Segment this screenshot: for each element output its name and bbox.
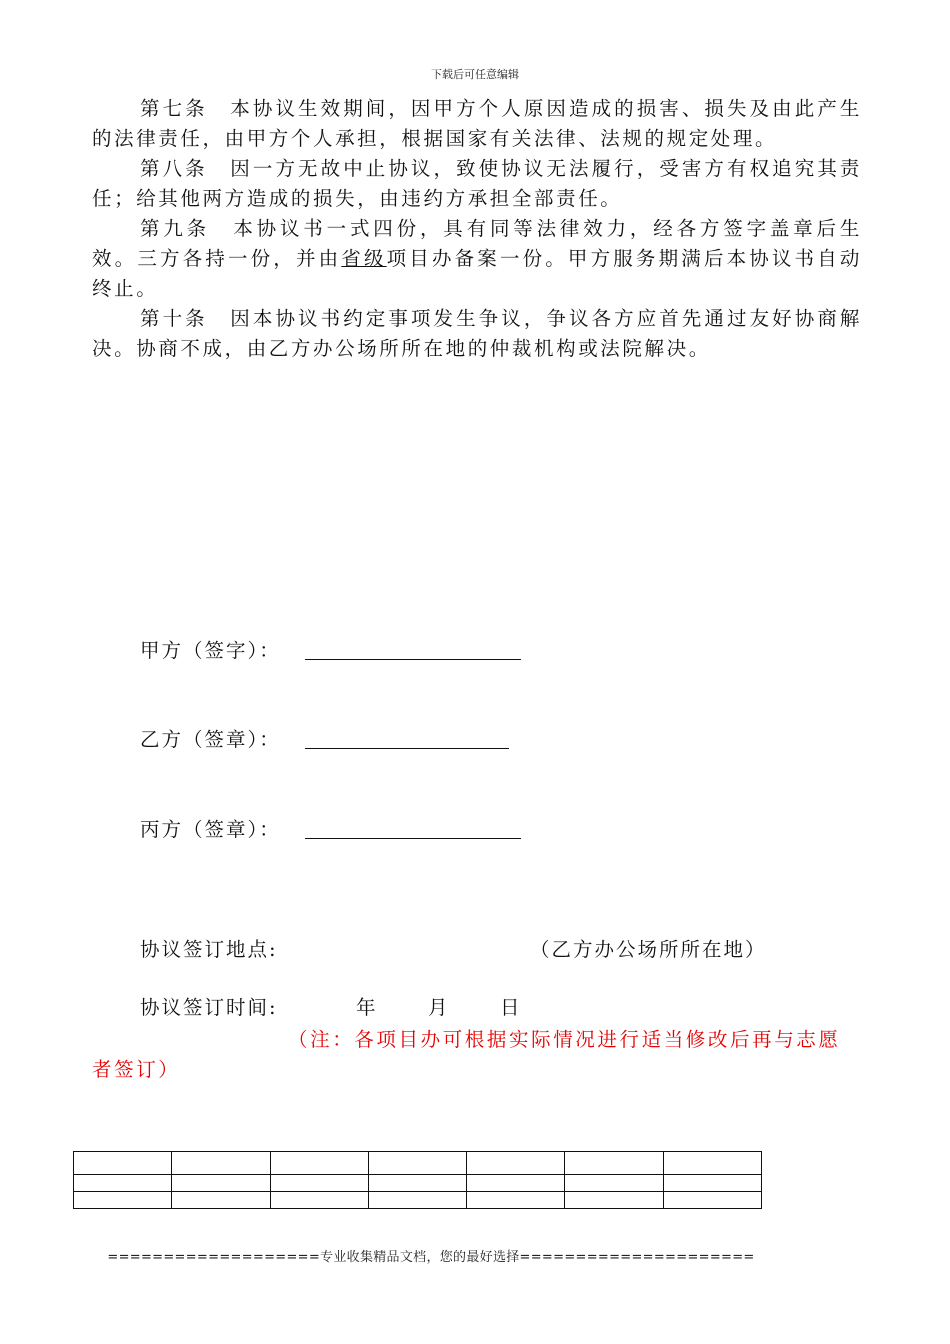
- date-day: 日: [500, 996, 520, 1019]
- party-b-signature-label: 乙方（签章）：: [140, 728, 281, 751]
- empty-grid-table: [73, 1151, 762, 1209]
- signing-date-label: 协议签订时间:: [140, 996, 278, 1019]
- table-cell: [368, 1175, 466, 1192]
- table-cell: [467, 1152, 565, 1175]
- table-cell: [368, 1152, 466, 1175]
- signing-place-label: 协议签订地点:: [140, 938, 278, 961]
- article-8: 第八条 因一方无故中止协议，致使协议无法履行，受害方有权追究其责任；给其他两方造成的损失，由违约方承担全部责任。: [92, 157, 862, 210]
- table-cell: [663, 1192, 761, 1209]
- party-c-signature-line[interactable]: [305, 838, 521, 839]
- table-cell: [74, 1175, 172, 1192]
- table-cell: [663, 1175, 761, 1192]
- table-cell: [74, 1192, 172, 1209]
- table-row: [74, 1192, 762, 1209]
- table-cell: [565, 1152, 663, 1175]
- editing-note: （注：各项目办可根据实际情况进行适当修改后再与志愿者签订）: [92, 1028, 841, 1081]
- article-7: 第七条 本协议生效期间，因甲方个人原因造成的损害、损失及由此产生的法律责任，由甲方个人承担，根据国家有关法律、法规的规定处理。: [92, 97, 862, 150]
- table-cell: [270, 1175, 368, 1192]
- table-row: [74, 1175, 762, 1192]
- party-c-signature-label: 丙方（签章）：: [140, 818, 281, 841]
- table-cell: [172, 1175, 270, 1192]
- table-cell: [74, 1152, 172, 1175]
- page-footer: ===================专业收集精品文档，您的最好选择=====================: [107, 1250, 755, 1265]
- date-year: 年: [356, 996, 376, 1019]
- article-9-underlined-text: 省级: [341, 247, 387, 270]
- page-header: 下载后可任意编辑: [431, 68, 519, 81]
- table-row: [74, 1152, 762, 1175]
- table-cell: [368, 1192, 466, 1209]
- table-cell: [565, 1175, 663, 1192]
- article-9-text-before: 第九条 本协议书一式四份，具有同等法律效力，经各方签字盖章后生效。三方各持一份，并由: [92, 217, 862, 270]
- party-a-signature-line[interactable]: [305, 659, 521, 660]
- table-cell: [467, 1192, 565, 1209]
- article-10: 第十条 因本协议书约定事项发生争议，争议各方应首先通过友好协商解决。协商不成，由乙方办公场所所在地的仲裁机构或法院解决。: [92, 307, 862, 360]
- date-month: 月: [428, 996, 448, 1019]
- table-cell: [172, 1152, 270, 1175]
- party-a-signature-label: 甲方（签字）：: [140, 639, 281, 662]
- signing-place-note: （乙方办公场所所在地）: [530, 938, 767, 961]
- table-cell: [467, 1175, 565, 1192]
- party-b-signature-line[interactable]: [305, 748, 509, 749]
- table-cell: [565, 1192, 663, 1209]
- table-cell: [270, 1152, 368, 1175]
- table-cell: [172, 1192, 270, 1209]
- agreement-articles: [92, 94, 862, 364]
- table-cell: [270, 1192, 368, 1209]
- article-9-text-after: 项目办备案一份。甲方服务期满后本协议书自动终止。: [92, 247, 862, 300]
- table-cell: [663, 1152, 761, 1175]
- article-9: [92, 214, 862, 304]
